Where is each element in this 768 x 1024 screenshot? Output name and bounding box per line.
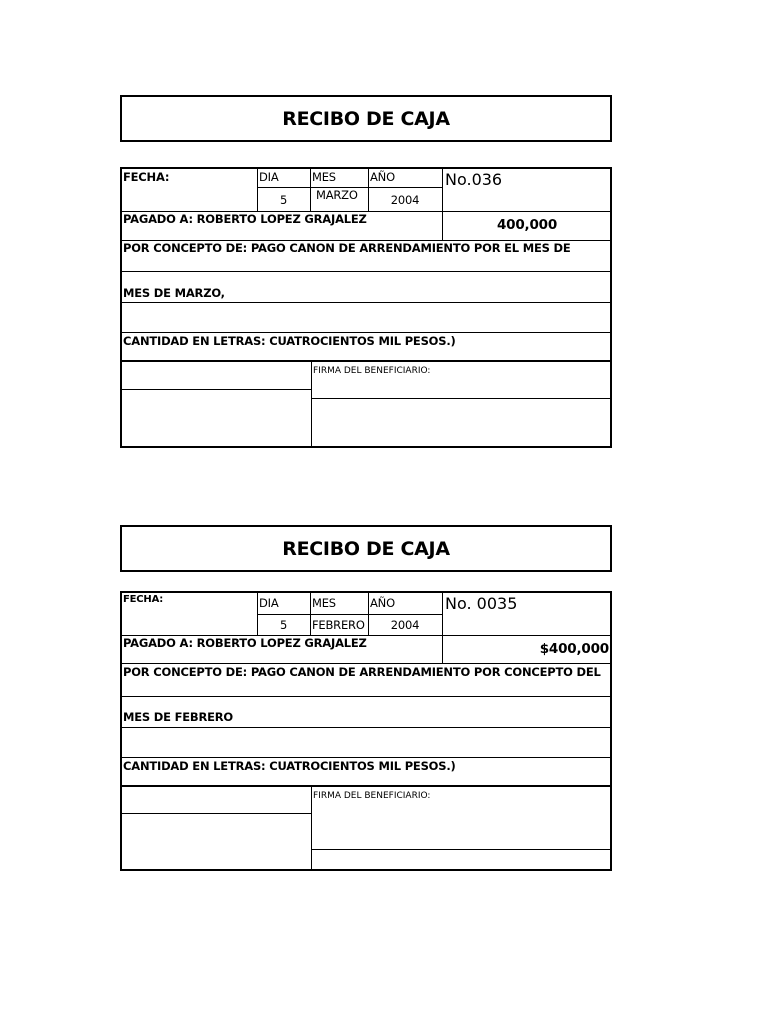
receipt-number: No. 0035 [445,594,518,613]
dia-label: DIA [259,596,279,610]
concepto-line-1: POR CONCEPTO DE: PAGO CANON DE ARRENDAMIENTO POR CONCEPTO DEL [123,665,601,679]
divider [122,813,311,814]
divider [122,389,311,390]
dia-label: DIA [259,170,279,184]
mes-value: FEBRERO [312,618,365,632]
anio-label: AÑO [370,170,395,184]
divider [122,360,610,362]
receipt-0035 [120,525,612,871]
divider [311,361,312,448]
cantidad-en-letras: CANTIDAD EN LETRAS: CUATROCIENTOS MIL PESOS.) [123,334,456,348]
amount: 400,000 [496,217,558,233]
fecha-label: FECHA: [123,170,170,184]
divider [122,785,610,787]
cantidad-en-letras: CANTIDAD EN LETRAS: CUATROCIENTOS MIL PESOS.) [123,759,456,773]
concepto-line-2: MES DE FEBRERO [123,710,234,724]
mes-value: MARZO [316,188,358,202]
divider [122,727,610,728]
mes-label: MES [312,170,336,184]
receipt-grid [120,167,612,448]
anio-label: AÑO [370,596,395,610]
divider [122,302,610,303]
pagado-a: PAGADO A: ROBERTO LOPEZ GRAJALEZ [123,212,367,226]
anio-value: 2004 [390,618,420,632]
divider [442,593,443,663]
divider [122,271,610,272]
receipt-grid [120,591,612,871]
divider [122,757,610,758]
concepto-line-1: POR CONCEPTO DE: PAGO CANON DE ARRENDAMIENTO POR EL MES DE [123,241,571,255]
receipt-title-box [120,95,612,142]
fecha-label: FECHA: [123,594,164,605]
firma-label: FIRMA DEL BENEFICIARIO: [313,366,431,376]
divider [310,169,311,211]
divider [311,398,610,399]
mes-label: MES [312,596,336,610]
divider [257,614,442,615]
firma-label: FIRMA DEL BENEFICIARIO: [313,791,431,801]
pagado-a: PAGADO A: ROBERTO LOPEZ GRAJALEZ [123,636,367,650]
receipt-title-box [120,525,612,572]
receipt-036 [120,95,612,448]
anio-value: 2004 [390,193,420,207]
receipt-title: RECIBO DE CAJA [282,107,450,130]
divider [122,696,610,697]
amount: $400,000 [539,641,609,657]
divider [122,332,610,333]
dia-value: 5 [279,618,288,632]
receipt-title: RECIBO DE CAJA [282,537,450,560]
divider [311,849,610,850]
divider [311,786,312,871]
dia-value: 5 [279,193,288,207]
concepto-line-2: MES DE MARZO, [123,286,225,300]
divider [122,663,610,664]
receipt-number: No.036 [445,170,503,189]
